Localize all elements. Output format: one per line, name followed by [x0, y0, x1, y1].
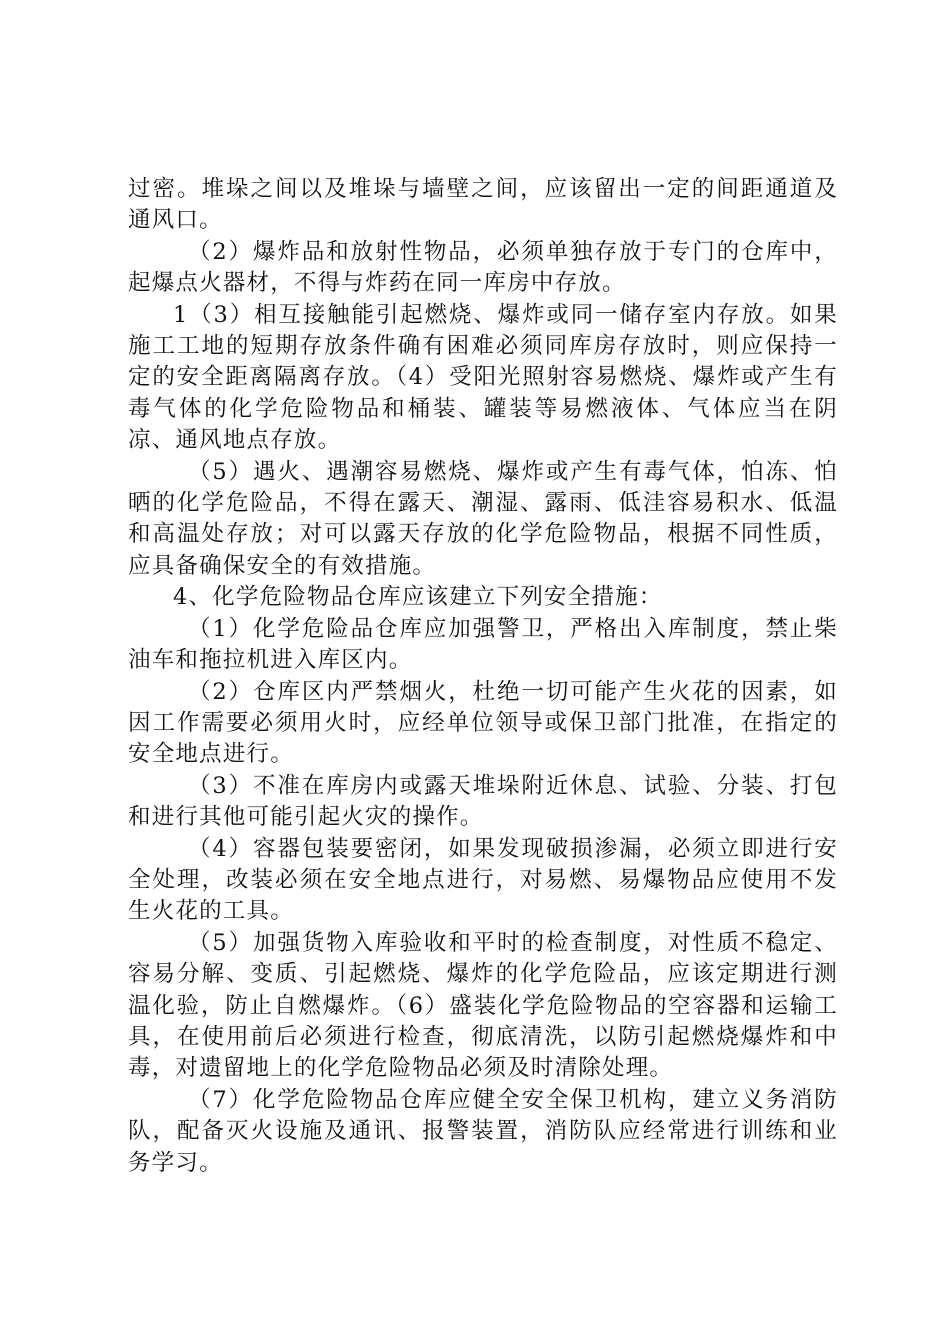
paragraph-9: （5）加强货物入库验收和平时的检查制度，对性质不稳定、容易分解、变质、引起燃烧、爆炸的化学危险品，应该定期进行测温化验，防止自燃爆炸。（6）盛装化学危险物品的空容器和运输工具，在使用前后必须进行检查，彻底清洗，以防引起燃烧爆炸和中毒，对遗留地上的化学危险物品必须及时清除处理。 — [128, 929, 838, 1082]
section-heading-4: 4、化学危险物品仓库应该建立下列安全措施： — [173, 584, 663, 611]
paragraph-7: （3）不准在库房内或露天堆垛附近休息、试验、分装、打包和进行其他可能引起火灾的操作。 — [128, 772, 838, 831]
document-body — [128, 174, 838, 1179]
paragraph-8: （4）容器包装要密闭，如果发现破损渗漏，必须立即进行安全处理，改装必须在安全地点进行，对易燃、易爆物品应使用不发生火花的工具。 — [128, 835, 838, 925]
paragraph-4: （5）遇火、遇潮容易燃烧、爆炸或产生有毒气体，怕冻、怕晒的化学危险品，不得在露天、潮湿、露雨、低洼容易积水、低温和高温处存放；对可以露天存放的化学危险物品，根据不同性质，应具备确保安全的有效措施。 — [128, 458, 838, 579]
paragraph-6: （2）仓库区内严禁烟火，杜绝一切可能产生火花的因素，如因工作需要必须用火时，应经单位领导或保卫部门批准，在指定的安全地点进行。 — [128, 678, 838, 768]
paragraph-10: （7）化学危险物品仓库应健全安全保卫机构，建立义务消防队，配备灭火设施及通讯、报警装置，消防队应经常进行训练和业务学习。 — [128, 1086, 838, 1176]
paragraph-3: 1（3）相互接触能引起燃烧、爆炸或同一储存室内存放。如果施工工地的短期存放条件确有困难必须同库房存放时，则应保持一定的安全距离隔离存放。（4）受阳光照射容易燃烧、爆炸或产生有毒气体的化学危险物品和桶装、罐装等易燃液体、气体应当在阴凉、通风地点存放。 — [128, 301, 838, 454]
paragraph-1: 过密。堆垛之间以及堆垛与墙壁之间，应该留出一定的间距通道及通风口。 — [128, 176, 838, 234]
paragraph-5: （1）化学危险品仓库应加强警卫，严格出入库制度，禁止柴油车和拖拉机进入库区内。 — [128, 615, 838, 674]
paragraph-2: （2）爆炸品和放射性物品，必须单独存放于专门的仓库中，起爆点火器材，不得与炸药在同一库房中存放。 — [128, 238, 838, 297]
